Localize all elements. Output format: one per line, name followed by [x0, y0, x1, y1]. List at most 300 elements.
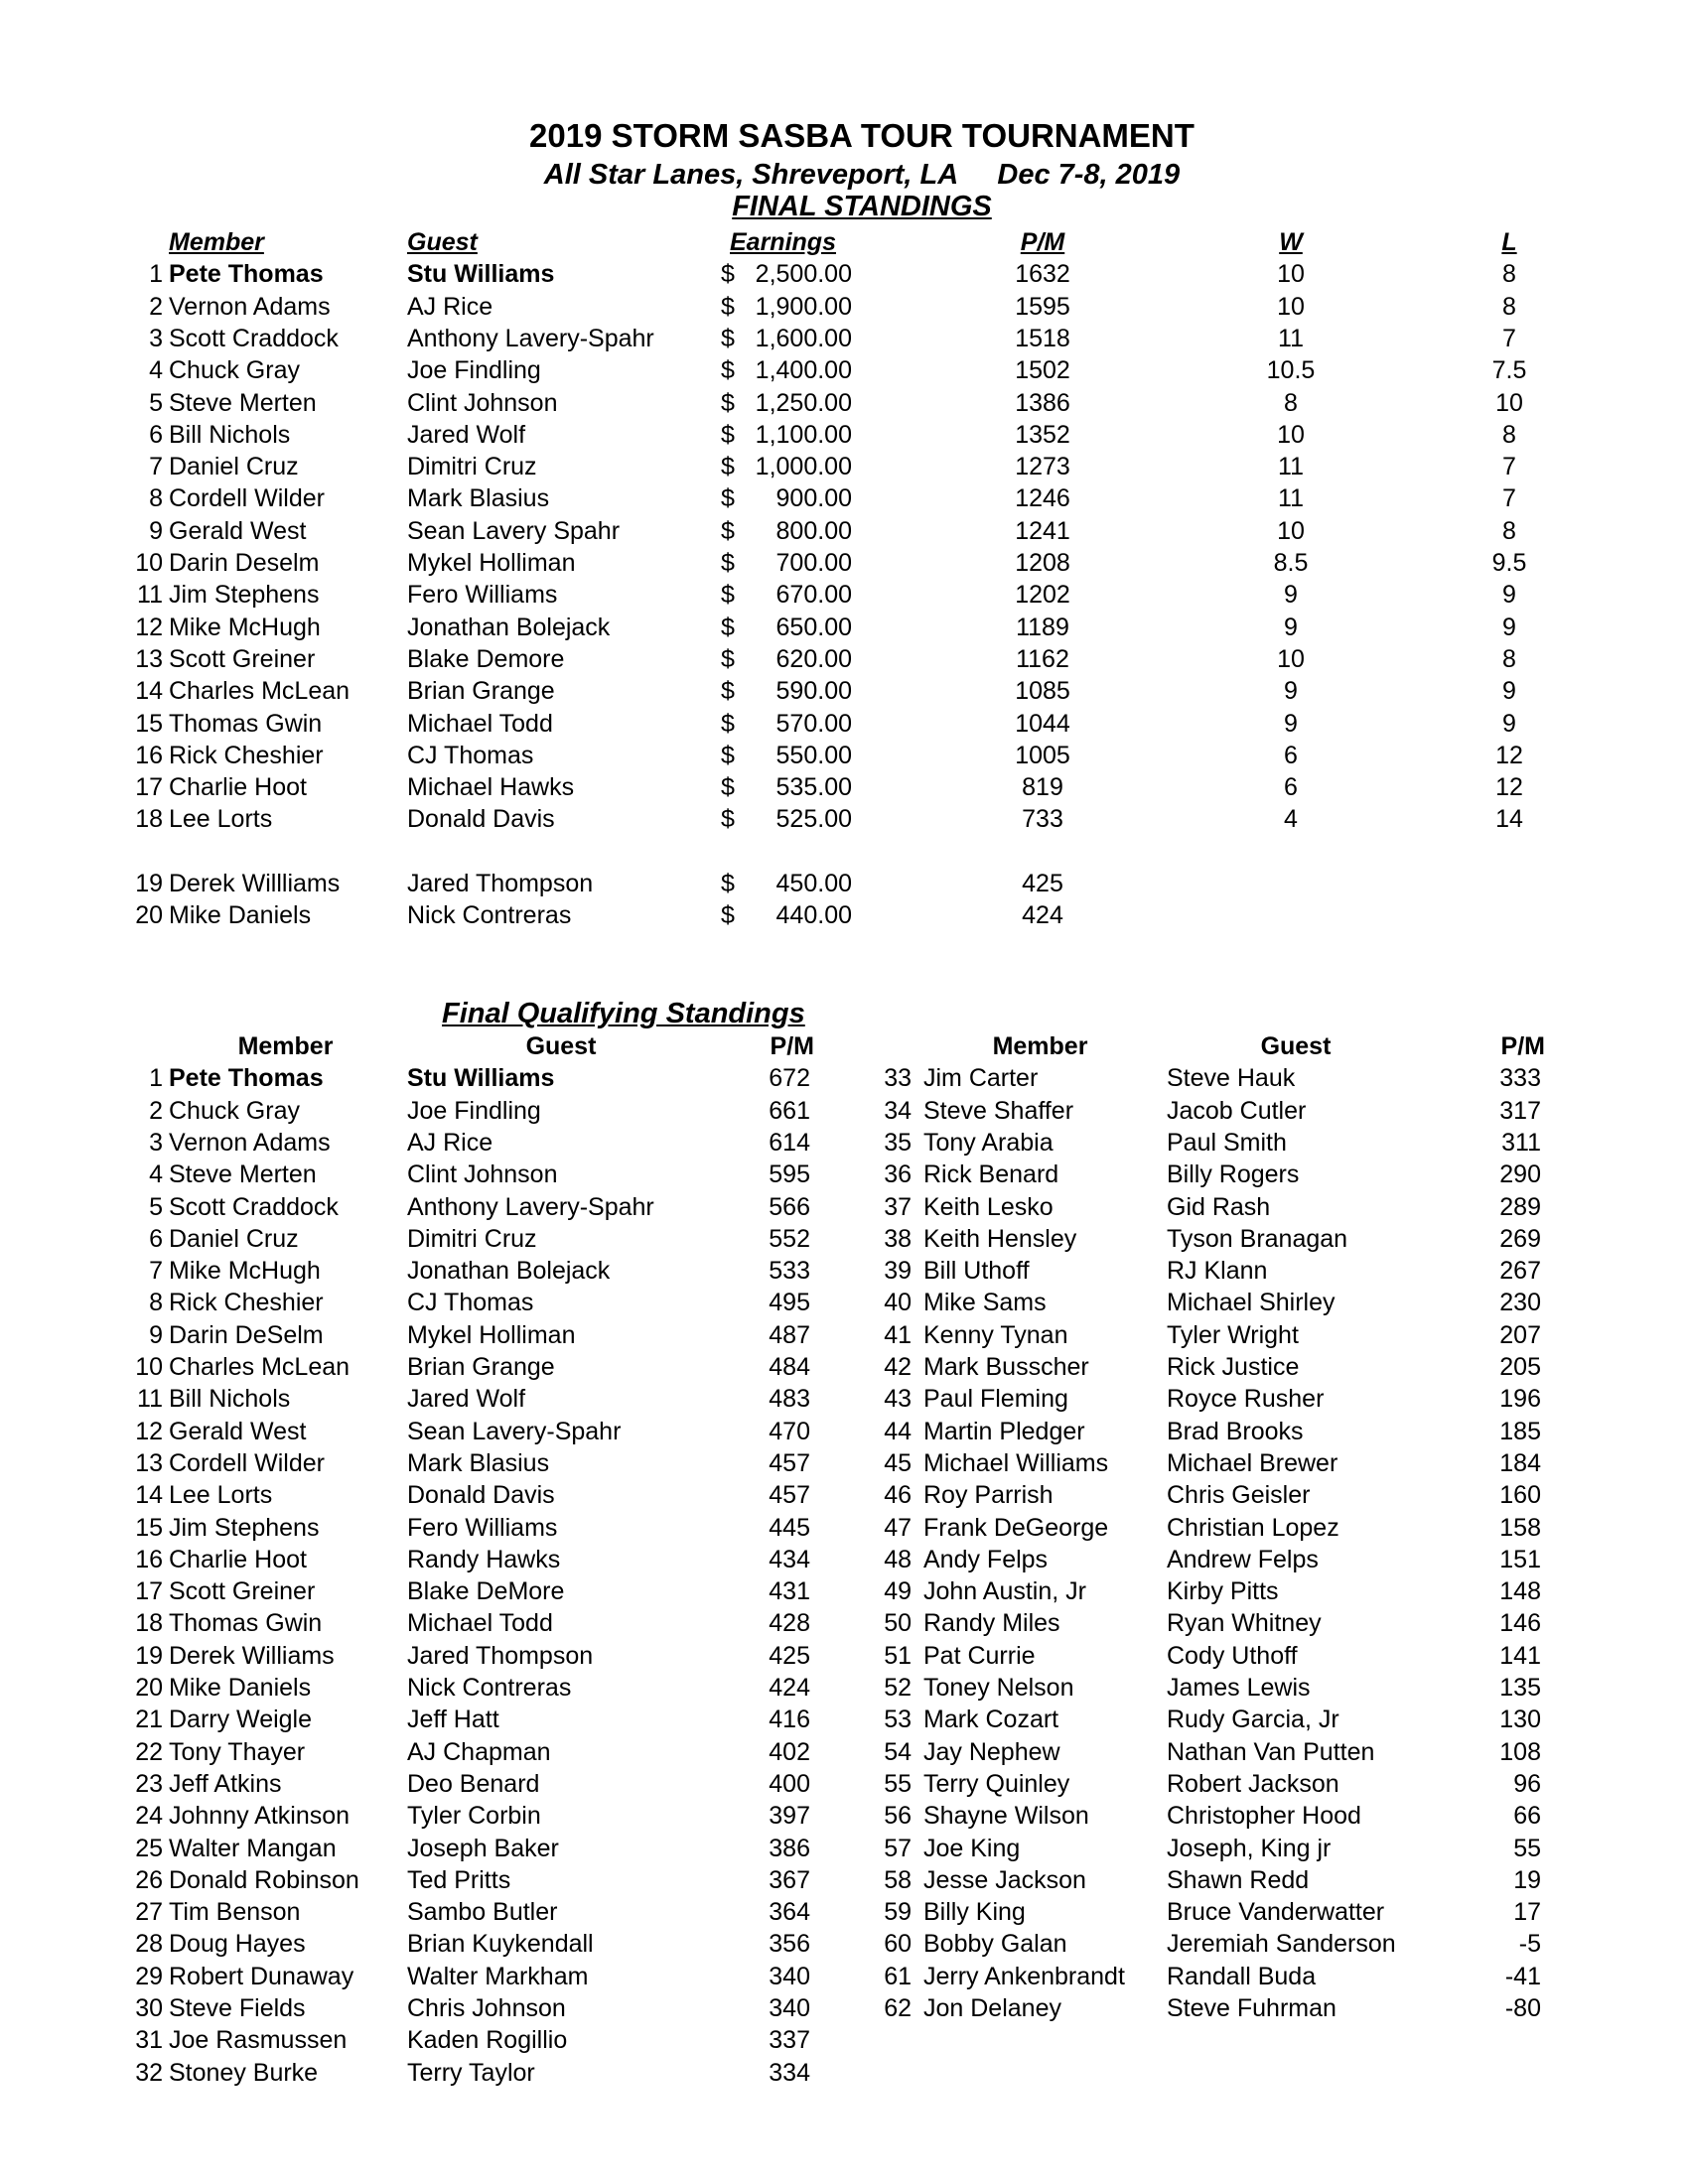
member-name: Keith Hensley	[923, 1224, 1077, 1253]
rank-number: 25	[135, 1834, 163, 1862]
currency-symbol: $	[721, 388, 735, 417]
guest-name: Michael Todd	[407, 1609, 553, 1638]
rank-number: 56	[884, 1802, 912, 1831]
guest-name: Bruce Vanderwatter	[1167, 1898, 1385, 1927]
member-name: Mike Sams	[923, 1289, 1047, 1317]
guest-name: Andrew Felps	[1167, 1545, 1319, 1573]
guest-name: Steve Hauk	[1167, 1064, 1296, 1093]
guest-name: Terry Taylor	[407, 2058, 535, 2087]
earnings-value: 1,400.00	[755, 356, 852, 385]
rank-number: 30	[135, 1994, 163, 2022]
guest-name: Gid Rash	[1167, 1192, 1271, 1221]
rank-number: 62	[884, 1994, 912, 2022]
guest-name: Brian Grange	[407, 1353, 555, 1381]
guest-name: Michael Brewer	[1167, 1448, 1338, 1477]
rank-number: 20	[135, 1674, 163, 1702]
member-name: Steve Shaffer	[923, 1096, 1074, 1125]
guest-name: Clint Johnson	[407, 1160, 558, 1189]
pm-value: 402	[769, 1737, 810, 1766]
member-name: Jay Nephew	[923, 1737, 1060, 1766]
currency-symbol: $	[721, 901, 735, 930]
rank-number: 35	[884, 1128, 912, 1157]
guest-name: Jeremiah Sanderson	[1167, 1930, 1396, 1959]
rank-number: 4	[149, 1160, 163, 1189]
member-name: Walter Mangan	[169, 1834, 337, 1862]
rank-number: 31	[135, 2026, 163, 2055]
col-header-member: Member	[237, 1032, 334, 1060]
wins-value: 10	[1277, 644, 1305, 673]
pm-value: 151	[1499, 1545, 1541, 1573]
pm-value: 55	[1513, 1834, 1541, 1862]
wins-value: 9	[1284, 581, 1298, 610]
pm-value: 146	[1499, 1609, 1541, 1638]
rank-number: 48	[884, 1545, 912, 1573]
member-name: Thomas Gwin	[169, 709, 323, 738]
currency-symbol: $	[721, 292, 735, 321]
earnings-value: 620.00	[775, 644, 852, 673]
wins-value: 11	[1278, 484, 1304, 513]
rank-number: 61	[884, 1962, 912, 1990]
guest-name: Anthony Lavery-Spahr	[407, 1192, 654, 1221]
pm-value: 470	[769, 1417, 810, 1445]
guest-name: Joseph Baker	[407, 1834, 559, 1862]
pm-value: 428	[769, 1609, 810, 1638]
pm-value: 425	[769, 1641, 810, 1670]
member-name: Stoney Burke	[169, 2058, 319, 2087]
member-name: Tony Arabia	[923, 1128, 1054, 1157]
rank-number: 23	[135, 1769, 163, 1798]
wins-value: 8	[1284, 388, 1298, 417]
pm-value: 130	[1499, 1706, 1541, 1734]
member-name: Pete Thomas	[169, 260, 324, 289]
rank-number: 1	[149, 1064, 163, 1093]
rank-number: 9	[149, 1320, 163, 1349]
guest-name: Michael Shirley	[1167, 1289, 1336, 1317]
losses-value: 7	[1502, 484, 1516, 513]
pm-value: 19	[1513, 1865, 1541, 1894]
member-name: Keith Lesko	[923, 1192, 1054, 1221]
guest-name: Jared Wolf	[407, 420, 526, 449]
pm-value: 334	[769, 2058, 810, 2087]
guest-name: Dimitri Cruz	[407, 1224, 537, 1253]
rank-number: 46	[884, 1481, 912, 1510]
member-name: Rick Benard	[923, 1160, 1059, 1189]
guest-name: Stu Williams	[407, 260, 555, 289]
rank-number: 2	[149, 292, 163, 321]
member-name: Charlie Hoot	[169, 1545, 307, 1573]
losses-value: 10	[1495, 388, 1523, 417]
member-name: Jeff Atkins	[169, 1769, 282, 1798]
rank-number: 10	[135, 549, 163, 577]
rank-number: 59	[884, 1898, 912, 1927]
wins-value	[1251, 899, 1331, 931]
guest-name: Randy Hawks	[407, 1545, 561, 1573]
rank-number: 12	[135, 613, 163, 641]
pm-value: 424	[769, 1674, 810, 1702]
col-header-guest: Guest	[407, 228, 478, 256]
rank-number: 45	[884, 1448, 912, 1477]
currency-symbol: $	[721, 677, 735, 706]
pm-value: 1162	[1016, 644, 1069, 673]
guest-name: Jared Thompson	[407, 1641, 594, 1670]
losses-value: 9	[1502, 613, 1516, 641]
pm-value: -5	[1518, 1930, 1541, 1959]
currency-symbol: $	[721, 516, 735, 545]
pm-value: 289	[1499, 1192, 1541, 1221]
col-header-member: Member	[169, 228, 264, 256]
final-standings-heading: FINAL STANDINGS	[732, 191, 992, 222]
earnings-value: 535.00	[775, 773, 852, 802]
rank-number: 14	[135, 1481, 163, 1510]
losses-value	[1470, 899, 1549, 931]
currency-symbol: $	[721, 805, 735, 834]
rank-number: 15	[135, 709, 163, 738]
wins-value: 11	[1278, 324, 1304, 352]
pm-value: 185	[1499, 1417, 1541, 1445]
pm-value: 425	[1022, 870, 1063, 897]
guest-name: Chris Geisler	[1167, 1481, 1311, 1510]
member-name: Lee Lorts	[169, 1481, 273, 1510]
earnings-value: 450.00	[775, 870, 852, 897]
guest-name: Michael Todd	[407, 709, 553, 738]
losses-value: 9.5	[1491, 549, 1527, 577]
pm-value: 533	[769, 1257, 810, 1286]
member-name: Scott Craddock	[169, 324, 339, 352]
member-name: Gerald West	[169, 516, 307, 545]
member-name: Martin Pledger	[923, 1417, 1085, 1445]
currency-symbol: $	[721, 741, 735, 769]
pm-value: 1595	[1015, 292, 1070, 321]
col-header-guest: Guest	[525, 1032, 597, 1060]
member-name: Mike Daniels	[169, 1674, 312, 1702]
pm-value: 424	[1022, 901, 1063, 930]
member-name: Jim Carter	[923, 1064, 1039, 1093]
guest-name: Nick Contreras	[407, 901, 572, 930]
pm-value: 434	[769, 1545, 810, 1573]
member-name: Bill Nichols	[169, 420, 291, 449]
pm-value: 141	[1499, 1641, 1541, 1670]
wins-value: 10	[1277, 292, 1305, 321]
losses-value: 9	[1502, 581, 1516, 610]
member-name: Roy Parrish	[923, 1481, 1054, 1510]
pm-value: 733	[1022, 805, 1063, 834]
member-name: Vernon Adams	[169, 1128, 331, 1157]
rank-number: 2	[149, 1096, 163, 1125]
rank-number: 13	[135, 644, 163, 673]
member-name: Jim Stephens	[169, 581, 320, 610]
member-name: Jesse Jackson	[923, 1865, 1086, 1894]
rank-number: 12	[135, 1417, 163, 1445]
currency-symbol: $	[721, 420, 735, 449]
member-name: Chuck Gray	[169, 1096, 300, 1125]
currency-symbol: $	[721, 773, 735, 802]
member-name: Charlie Hoot	[169, 773, 307, 802]
rank-number: 16	[135, 1545, 163, 1573]
guest-name: Kaden Rogillio	[407, 2026, 568, 2055]
currency-symbol: $	[721, 581, 735, 610]
guest-name: Brad Brooks	[1167, 1417, 1304, 1445]
wins-value: 10	[1277, 260, 1305, 289]
wins-value: 4	[1284, 805, 1298, 834]
member-name: Steve Fields	[169, 1994, 306, 2022]
guest-name: Jared Thompson	[407, 870, 594, 897]
member-name: Darin Deselm	[169, 549, 320, 577]
currency-symbol: $	[721, 324, 735, 352]
rank-number: 44	[884, 1417, 912, 1445]
member-name: Darry Weigle	[169, 1706, 313, 1734]
currency-symbol: $	[721, 644, 735, 673]
guest-name: Rudy Garcia, Jr	[1167, 1706, 1339, 1734]
pm-value: 356	[769, 1930, 810, 1959]
earnings-value: 1,900.00	[755, 292, 852, 321]
guest-name: Joe Findling	[407, 356, 541, 385]
guest-name: Mykel Holliman	[407, 549, 576, 577]
earnings-value: 1,000.00	[755, 453, 852, 481]
rank-number: 19	[135, 870, 163, 897]
pm-value: 364	[769, 1898, 810, 1927]
guest-name: Royce Rusher	[1167, 1385, 1325, 1414]
guest-name: Fero Williams	[407, 1513, 558, 1542]
member-name: Rick Cheshier	[169, 741, 324, 769]
earnings-value: 570.00	[775, 709, 852, 738]
guest-name: Nathan Van Putten	[1167, 1737, 1375, 1766]
currency-symbol: $	[721, 870, 735, 897]
currency-symbol: $	[721, 453, 735, 481]
guest-name: Donald Davis	[407, 1481, 555, 1510]
guest-name: AJ Rice	[407, 292, 493, 321]
rank-number: 36	[884, 1160, 912, 1189]
pm-value: 1208	[1015, 549, 1070, 577]
losses-value: 8	[1502, 420, 1516, 449]
earnings-value: 1,250.00	[755, 388, 852, 417]
pm-value: 1273	[1015, 453, 1070, 481]
member-name: Scott Greiner	[169, 644, 316, 673]
pm-value: 158	[1499, 1513, 1541, 1542]
rank-number: 43	[884, 1385, 912, 1414]
guest-name: Cody Uthoff	[1167, 1641, 1298, 1670]
rank-number: 9	[149, 516, 163, 545]
rank-number: 14	[135, 677, 163, 706]
guest-name: Mark Blasius	[407, 484, 550, 513]
member-name: Toney Nelson	[923, 1674, 1074, 1702]
guest-name: Sean Lavery-Spahr	[407, 1417, 622, 1445]
rank-number: 22	[135, 1737, 163, 1766]
member-name: Thomas Gwin	[169, 1609, 323, 1638]
guest-name: AJ Chapman	[407, 1737, 551, 1766]
rank-number: 33	[884, 1064, 912, 1093]
member-name: Donald Robinson	[169, 1865, 359, 1894]
rank-number: 29	[135, 1962, 163, 1990]
guest-name: Nick Contreras	[407, 1674, 572, 1702]
rank-number: 24	[135, 1802, 163, 1831]
member-name: Pete Thomas	[169, 1064, 324, 1093]
guest-name: Mykel Holliman	[407, 1320, 576, 1349]
losses-value: 9	[1502, 677, 1516, 706]
member-name: Paul Fleming	[923, 1385, 1068, 1414]
earnings-value: 590.00	[775, 677, 852, 706]
member-name: John Austin, Jr	[923, 1577, 1086, 1606]
losses-value: 7	[1502, 453, 1516, 481]
guest-name: Fero Williams	[407, 581, 558, 610]
guest-name: AJ Rice	[407, 1128, 493, 1157]
rank-number: 58	[884, 1865, 912, 1894]
rank-number: 5	[149, 1192, 163, 1221]
pm-value: 267	[1499, 1257, 1541, 1286]
col-header-pm: P/M	[770, 1032, 814, 1060]
member-name: Daniel Cruz	[169, 1224, 299, 1253]
rank-number: 49	[884, 1577, 912, 1606]
guest-name: Anthony Lavery-Spahr	[407, 324, 654, 352]
rank-number: 5	[149, 388, 163, 417]
rank-number: 16	[135, 741, 163, 769]
earnings-value: 2,500.00	[755, 260, 852, 289]
pm-value: 1352	[1015, 420, 1070, 449]
member-name: Steve Merten	[169, 1160, 317, 1189]
rank-number: 21	[135, 1706, 163, 1734]
pm-value: 148	[1499, 1577, 1541, 1606]
member-name: Charles McLean	[169, 1353, 351, 1381]
rank-number: 18	[135, 1609, 163, 1638]
member-name: Gerald West	[169, 1417, 307, 1445]
member-name: Jon Delaney	[923, 1994, 1061, 2022]
pm-value: 337	[769, 2026, 810, 2055]
currency-symbol: $	[721, 709, 735, 738]
rank-number: 34	[884, 1096, 912, 1125]
guest-name: Sean Lavery Spahr	[407, 516, 621, 545]
pm-value: 1005	[1015, 741, 1070, 769]
wins-value: 11	[1278, 453, 1304, 481]
pm-value: 495	[769, 1289, 810, 1317]
rank-number: 53	[884, 1706, 912, 1734]
rank-number: 40	[884, 1289, 912, 1317]
member-name: Mike Daniels	[169, 901, 312, 930]
col-header-earnings: Earnings	[730, 228, 836, 256]
guest-name: CJ Thomas	[407, 1289, 534, 1317]
guest-name: Chris Johnson	[407, 1994, 566, 2022]
pm-value: 672	[769, 1064, 810, 1093]
guest-name: Stu Williams	[407, 1064, 555, 1093]
guest-name: Christopher Hood	[1167, 1802, 1361, 1831]
guest-name: James Lewis	[1167, 1674, 1311, 1702]
guest-name: Robert Jackson	[1167, 1769, 1339, 1798]
guest-name: Ryan Whitney	[1167, 1609, 1322, 1638]
member-name: Jerry Ankenbrandt	[923, 1962, 1125, 1990]
earnings-value: 650.00	[775, 613, 852, 641]
rank-number: 60	[884, 1930, 912, 1959]
rank-number: 19	[135, 1641, 163, 1670]
losses-value: 8	[1502, 260, 1516, 289]
pm-value: 1246	[1015, 484, 1070, 513]
pm-value: 552	[769, 1224, 810, 1253]
page-title: 2019 STORM SASBA TOUR TOURNAMENT	[529, 117, 1195, 154]
pm-value: -80	[1504, 1994, 1541, 2022]
earnings-value: 670.00	[775, 581, 852, 610]
pm-value: 1044	[1015, 709, 1070, 738]
member-name: Derek Willliams	[169, 870, 341, 897]
rank-number: 41	[884, 1320, 912, 1349]
member-name: Bobby Galan	[923, 1930, 1067, 1959]
member-name: Darin DeSelm	[169, 1320, 324, 1349]
rank-number: 52	[884, 1674, 912, 1702]
guest-name: Brian Kuykendall	[407, 1930, 594, 1959]
member-name: Vernon Adams	[169, 292, 331, 321]
rank-number: 28	[135, 1930, 163, 1959]
pm-value: 400	[769, 1769, 810, 1798]
wins-value: 8.5	[1273, 549, 1309, 577]
col-header-w: W	[1279, 228, 1303, 256]
pm-value: 17	[1513, 1898, 1541, 1927]
member-name: Joe Rasmussen	[169, 2026, 348, 2055]
guest-name: Paul Smith	[1167, 1128, 1287, 1157]
currency-symbol: $	[721, 260, 735, 289]
member-name: Joe King	[923, 1834, 1021, 1862]
member-name: Tony Thayer	[169, 1737, 306, 1766]
member-name: Chuck Gray	[169, 356, 300, 385]
losses-value: 7	[1502, 324, 1516, 352]
member-name: Billy King	[923, 1898, 1026, 1927]
member-name: Mike McHugh	[169, 1257, 321, 1286]
guest-name: Brian Grange	[407, 677, 555, 706]
currency-symbol: $	[721, 549, 735, 577]
rank-number: 7	[149, 1257, 163, 1286]
member-name: Bill Nichols	[169, 1385, 291, 1414]
guest-name: Steve Fuhrman	[1167, 1994, 1336, 2022]
rank-number: 7	[149, 453, 163, 481]
rank-number: 51	[884, 1641, 912, 1670]
member-name: Andy Felps	[923, 1545, 1049, 1573]
pm-value: 230	[1499, 1289, 1541, 1317]
pm-value: 333	[1499, 1064, 1541, 1093]
guest-name: Blake Demore	[407, 644, 565, 673]
pm-value: 1632	[1015, 260, 1070, 289]
member-name: Cordell Wilder	[169, 1448, 325, 1477]
pm-value: 661	[769, 1096, 810, 1125]
wins-value: 9	[1284, 677, 1298, 706]
col-header-guest: Guest	[1260, 1032, 1332, 1060]
rank-number: 27	[135, 1898, 163, 1927]
pm-value: 290	[1499, 1160, 1541, 1189]
pm-value: 1518	[1015, 324, 1070, 352]
rank-number: 17	[135, 773, 163, 802]
col-header-pm: P/M	[1500, 1032, 1545, 1060]
pm-value: 367	[769, 1865, 810, 1894]
pm-value: 595	[769, 1160, 810, 1189]
rank-number: 32	[135, 2058, 163, 2087]
earnings-value: 900.00	[775, 484, 852, 513]
col-header-member: Member	[992, 1032, 1088, 1060]
pm-value: 386	[769, 1834, 810, 1862]
guest-name: Donald Davis	[407, 805, 555, 834]
member-name: Derek Williams	[169, 1641, 335, 1670]
rank-number: 6	[149, 1224, 163, 1253]
pm-value: 457	[769, 1481, 810, 1510]
pm-value: 96	[1513, 1769, 1541, 1798]
pm-value: 1241	[1015, 516, 1070, 545]
rank-number: 4	[149, 356, 163, 385]
currency-symbol: $	[721, 484, 735, 513]
guest-name: Jeff Hatt	[407, 1706, 499, 1734]
pm-value: 66	[1513, 1802, 1541, 1831]
guest-name: Sambo Butler	[407, 1898, 558, 1927]
member-name: Bill Uthoff	[923, 1257, 1030, 1286]
wins-value: 9	[1284, 709, 1298, 738]
guest-name: Christian Lopez	[1167, 1513, 1339, 1542]
rank-number: 1	[149, 260, 163, 289]
pm-value: 340	[769, 1962, 810, 1990]
guest-name: RJ Klann	[1167, 1257, 1268, 1286]
pm-value: 1189	[1016, 613, 1069, 641]
member-name: Terry Quinley	[923, 1769, 1070, 1798]
